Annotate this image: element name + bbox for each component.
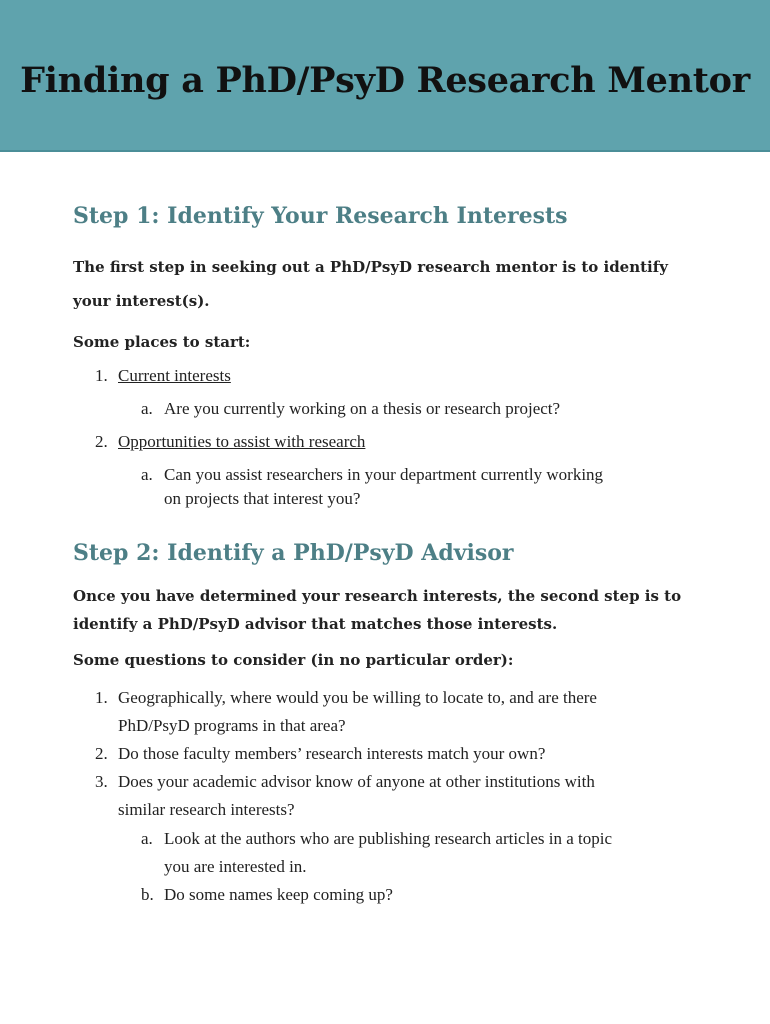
list-text: similar research interests? xyxy=(118,800,295,819)
sub-list-letter: a. xyxy=(141,465,153,484)
list-text: Geographically, where would you be willing to locate to, and are there xyxy=(118,688,597,707)
sub-list-item-continued xyxy=(73,857,733,879)
step1-heading: Step 1: Identify Your Research Interests xyxy=(73,203,568,229)
sub-list-item xyxy=(73,829,733,851)
list-text: Does your academic advisor know of anyone at other institutions with xyxy=(118,772,595,791)
step2-intro-line2: identify a PhD/PsyD advisor that matches those interests. xyxy=(73,615,558,633)
list-item xyxy=(73,432,733,454)
list-text: Do those faculty members’ research interests match your own? xyxy=(118,744,546,763)
step2-heading: Step 2: Identify a PhD/PsyD Advisor xyxy=(73,540,514,566)
list-number: 1. xyxy=(95,366,108,385)
sub-list-letter: a. xyxy=(141,829,153,848)
list-item xyxy=(73,366,733,388)
sub-list-item xyxy=(73,399,733,421)
sub-list-text: Look at the authors who are publishing research articles in a topic xyxy=(164,829,612,848)
sub-list-item xyxy=(73,465,733,487)
list-item xyxy=(73,772,733,794)
step2-intro-line1: Once you have determined your research interests, the second step is to xyxy=(73,587,682,605)
sub-list-item xyxy=(73,885,733,907)
list-item xyxy=(73,688,733,710)
list-label: Opportunities to assist with research xyxy=(118,432,366,451)
sub-list-letter: a. xyxy=(141,399,153,418)
list-item-continued xyxy=(73,800,733,822)
step1-intro-line2: your interest(s). xyxy=(73,292,210,310)
sub-list-text: on projects that interest you? xyxy=(164,489,361,508)
list-text: PhD/PsyD programs in that area? xyxy=(118,716,346,735)
sub-list-text: you are interested in. xyxy=(164,857,307,876)
list-number: 2. xyxy=(95,432,108,451)
list-number: 1. xyxy=(95,688,108,707)
page-title: Finding a PhD/PsyD Research Mentor xyxy=(20,60,750,101)
list-item xyxy=(73,744,733,766)
list-number: 3. xyxy=(95,772,108,791)
sub-list-item-continued xyxy=(73,489,733,511)
sub-list-letter: b. xyxy=(141,885,154,904)
step1-intro-line1: The first step in seeking out a PhD/PsyD research mentor is to identify xyxy=(73,258,668,276)
list-item-continued xyxy=(73,716,733,738)
list-number: 2. xyxy=(95,744,108,763)
title-banner xyxy=(0,0,770,152)
list-label: Current interests xyxy=(118,366,231,385)
sub-list-text: Are you currently working on a thesis or research project? xyxy=(164,399,561,418)
step1-subheading: Some places to start: xyxy=(73,333,251,351)
sub-list-text: Can you assist researchers in your department currently working xyxy=(164,465,604,484)
sub-list-text: Do some names keep coming up? xyxy=(164,885,393,904)
step2-subheading: Some questions to consider (in no particular order): xyxy=(73,651,514,669)
